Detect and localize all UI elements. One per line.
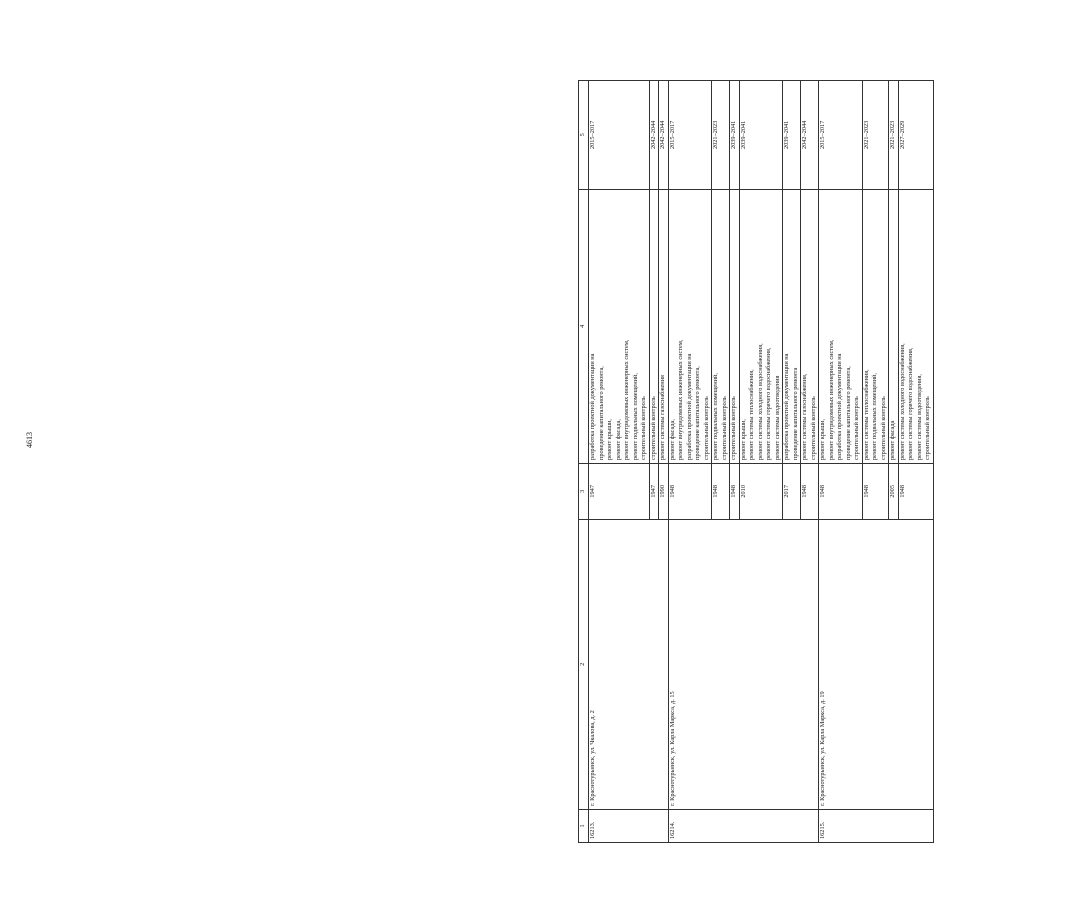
- header-col-2: 2: [579, 519, 589, 809]
- repair-period: 2042–2044: [649, 81, 659, 190]
- work-item: проведение капитального ремонта: [791, 367, 799, 460]
- repair-period: 2021–2023: [889, 81, 899, 190]
- work-item: строительный контроль: [730, 396, 737, 460]
- work-list: [819, 189, 863, 463]
- repair-period: 2042–2044: [801, 81, 819, 190]
- work-item: ремонт системы газоснабжения,: [801, 373, 808, 460]
- work-item: ремонт фасада,: [614, 419, 622, 460]
- repair-period: 2027–2029: [898, 81, 933, 190]
- work-item: строительный контроль: [702, 396, 710, 460]
- work-item: ремонт крыши,: [739, 418, 747, 460]
- construction-year: 2010: [739, 464, 783, 520]
- work-list: [589, 189, 650, 463]
- repair-period: 2021–2023: [712, 81, 730, 190]
- work-item: разработка проектной документации на: [783, 353, 790, 460]
- construction-year: 1948: [668, 464, 712, 520]
- work-item: ремонт системы холодного водоснабжения,: [898, 343, 906, 460]
- work-list: [730, 189, 740, 463]
- repair-period: 2015–2017: [819, 81, 863, 190]
- construction-year: 1990: [659, 464, 669, 520]
- work-item: ремонт подвальных помещений,: [871, 373, 878, 460]
- work-item: ремонт фасада: [889, 420, 896, 460]
- work-list: [739, 189, 783, 463]
- table-body: [589, 81, 934, 843]
- repair-period: 2039–2041: [739, 81, 783, 190]
- work-item: ремонт системы горячего водоснабжения,: [765, 347, 772, 460]
- repair-period: 2039–2041: [730, 81, 740, 190]
- construction-year: 1948: [862, 464, 889, 520]
- work-list: [649, 189, 659, 463]
- construction-year: 1948: [712, 464, 730, 520]
- header-col-3: 3: [579, 464, 589, 520]
- rotated-page: [578, 80, 1069, 843]
- work-item: ремонт фасада,: [668, 419, 676, 460]
- construction-year: 1948: [898, 464, 933, 520]
- work-item: проведение капитального ремонта,: [694, 366, 701, 460]
- header-col-5: 5: [579, 81, 589, 190]
- record-number: 16215.: [819, 809, 934, 842]
- work-item: разработка проектной документации на: [836, 353, 843, 460]
- construction-year: 1948: [730, 464, 740, 520]
- table-row: [819, 81, 863, 843]
- repair-period: 2015–2017: [668, 81, 712, 190]
- work-list: [898, 189, 933, 463]
- work-item: ремонт подвальных помещений,: [712, 373, 719, 460]
- record-number: 16213.: [589, 809, 669, 842]
- work-item: строительный контроль: [924, 396, 931, 460]
- table-row: [589, 81, 650, 843]
- header-col-1: 1: [579, 809, 589, 842]
- work-item: ремонт внутридомовых инженерных систем,: [827, 339, 835, 460]
- work-item: ремонт системы теплоснабжения,: [862, 369, 870, 460]
- work-item: ремонт подвальных помещений,: [631, 373, 639, 460]
- work-list: [659, 189, 669, 463]
- repair-period: 2015–2017: [589, 81, 650, 190]
- work-list: [889, 189, 899, 463]
- work-item: ремонт крыши,: [819, 418, 826, 460]
- work-item: разработка проектной документации на: [685, 353, 693, 460]
- work-item: строительный контроль: [720, 396, 728, 460]
- building-address: г. Краснотурьинск, ул. Карла Маркса, д. 15: [668, 519, 819, 809]
- work-item: ремонт системы газоснабжения: [659, 375, 666, 460]
- work-item: проведение капитального ремонта,: [597, 366, 605, 460]
- work-item: ремонт внутридомовых инженерных систем,: [623, 339, 630, 460]
- work-list: [783, 189, 801, 463]
- work-item: строительный контроль: [640, 396, 647, 460]
- work-item: строительный контроль: [649, 396, 657, 460]
- building-address: г. Краснотурьинск, ул. Карла Маркса, д. 19: [819, 519, 934, 809]
- construction-year: 2005: [889, 464, 899, 520]
- repair-period: 2042–2044: [659, 81, 669, 190]
- header-col-4: 4: [579, 189, 589, 463]
- construction-year: 1948: [819, 464, 863, 520]
- work-item: ремонт крыши,: [606, 418, 613, 460]
- work-item: ремонт внутридомовых инженерных систем,: [677, 339, 684, 460]
- page-number: 4613: [25, 432, 34, 448]
- record-number: 16214.: [668, 809, 819, 842]
- work-item: ремонт системы горячего водоснабжения,: [907, 347, 914, 460]
- table-row: [668, 81, 712, 843]
- construction-year: 1948: [801, 464, 819, 520]
- work-list: [801, 189, 819, 463]
- construction-year: 1947: [649, 464, 659, 520]
- repair-period: 2039–2041: [783, 81, 801, 190]
- work-item: строительный контроль: [879, 396, 887, 460]
- repair-period: 2021–2023: [862, 81, 889, 190]
- building-address: г. Краснотурьинск, ул. Чкалова, д. 2: [589, 519, 669, 809]
- work-item: проведение капитального ремонта,: [844, 366, 852, 460]
- work-list: [668, 189, 712, 463]
- work-item: строительный контроль: [809, 396, 817, 460]
- work-item: ремонт системы теплоснабжения,: [748, 369, 755, 460]
- header-row: [579, 81, 589, 843]
- work-item: ремонт системы водоотведения: [773, 375, 781, 460]
- work-item: строительный контроль: [853, 396, 860, 460]
- work-item: разработка проектной документации на: [589, 353, 596, 460]
- work-item: ремонт системы холодного водоснабжения,: [756, 343, 764, 460]
- construction-year: 1947: [589, 464, 650, 520]
- repair-schedule-table: [578, 80, 934, 843]
- work-list: [862, 189, 889, 463]
- work-item: ремонт системы водоотведения,: [915, 374, 923, 460]
- work-list: [712, 189, 730, 463]
- construction-year: 2017: [783, 464, 801, 520]
